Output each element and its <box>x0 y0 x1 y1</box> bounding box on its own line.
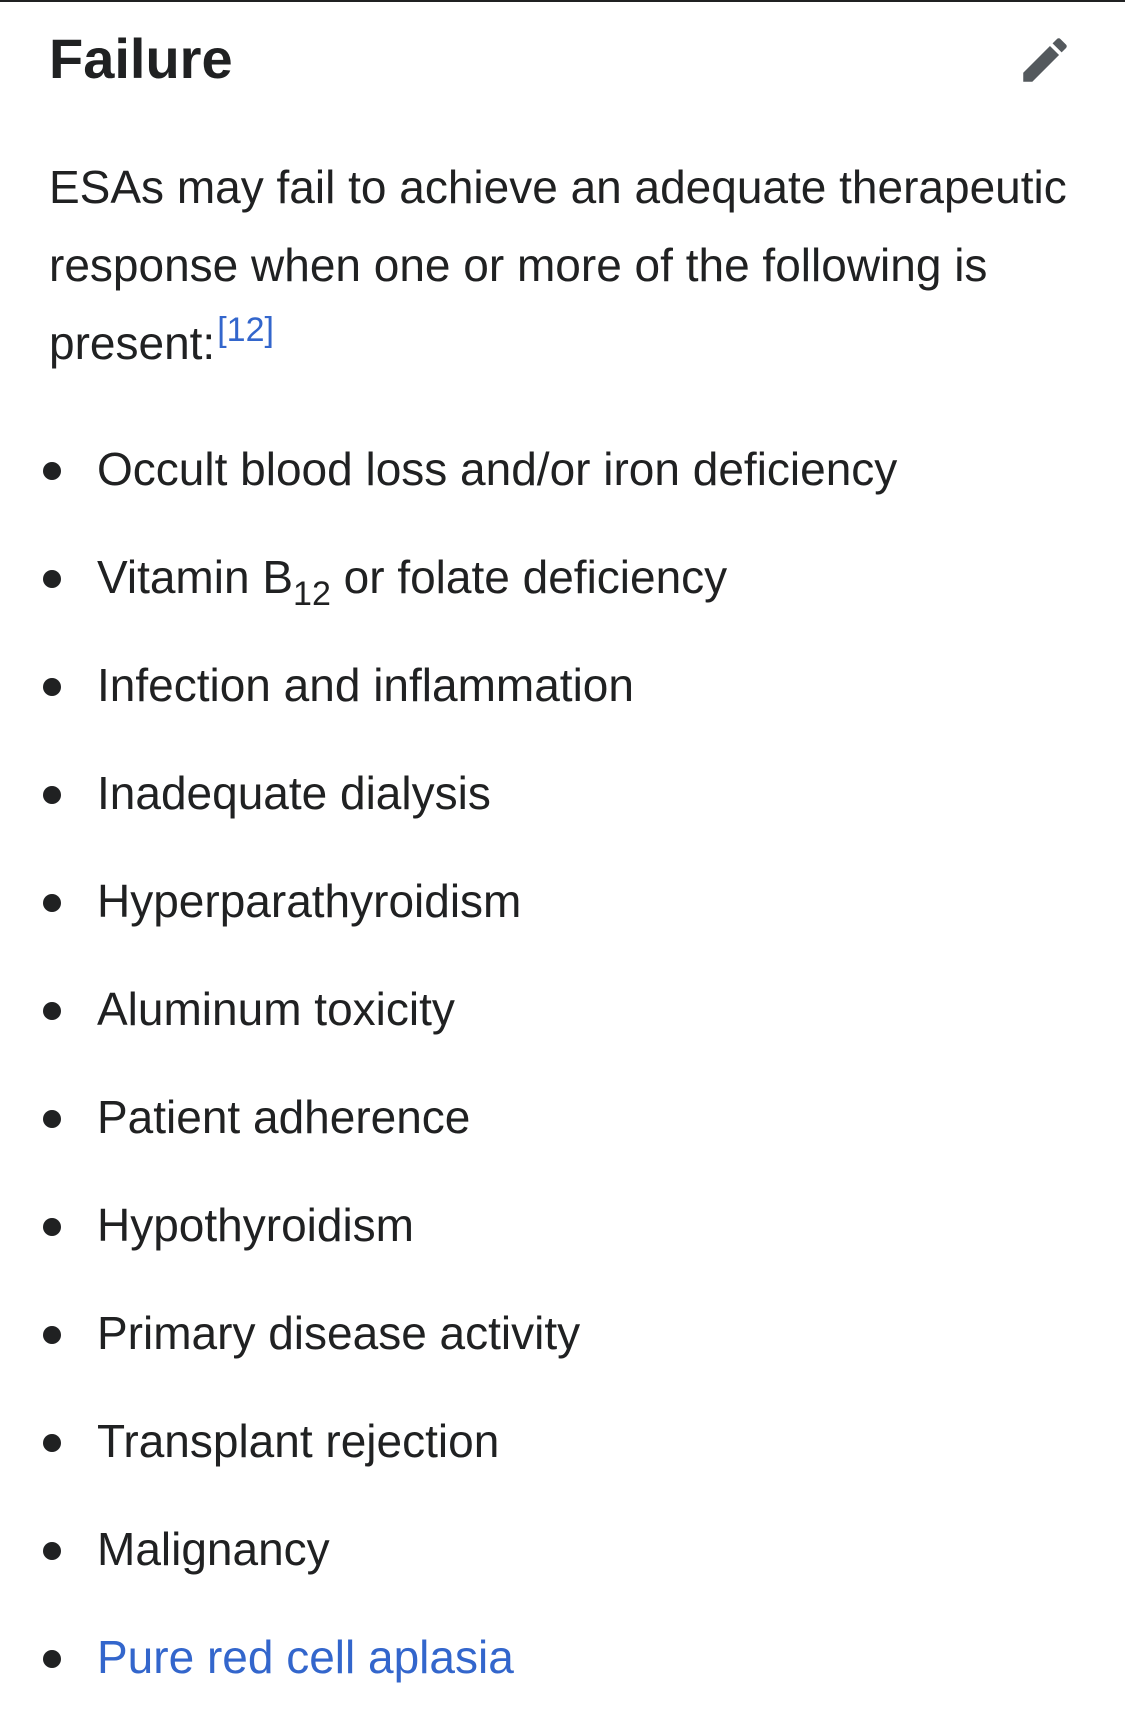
list-item-text: Malignancy <box>97 1523 330 1575</box>
bullet-icon <box>43 1650 61 1668</box>
section-header <box>49 24 1079 94</box>
bullet-icon <box>43 570 61 588</box>
bullet-icon <box>43 1218 61 1236</box>
list-item <box>0 415 1125 523</box>
list-item <box>0 523 1125 631</box>
edit-section-button[interactable] <box>1015 30 1075 90</box>
bullet-icon <box>43 1542 61 1560</box>
pure-red-cell-aplasia-link[interactable]: Pure red cell aplasia <box>97 1631 514 1683</box>
list-item <box>0 739 1125 847</box>
vitamin-suffix: or folate deficiency <box>330 551 728 603</box>
bullet-icon <box>43 1434 61 1452</box>
list-item <box>0 1279 1125 1387</box>
list-item-text <box>97 551 728 613</box>
intro-paragraph <box>49 148 1089 382</box>
bullet-icon <box>43 894 61 912</box>
list-item <box>0 1495 1125 1603</box>
vitamin-subscript: 12 <box>293 575 331 613</box>
pencil-icon <box>1016 31 1074 89</box>
list-item-text: Infection and inflammation <box>97 659 634 711</box>
list-item-text: Aluminum toxicity <box>97 983 455 1035</box>
list-item-text: Transplant rejection <box>97 1415 500 1467</box>
bullet-icon <box>43 678 61 696</box>
list-item-text: Primary disease activity <box>97 1307 581 1359</box>
list-item <box>0 847 1125 955</box>
vitamin-prefix: Vitamin B <box>97 551 294 603</box>
list-item-text: Inadequate dialysis <box>97 767 491 819</box>
list-item <box>0 1387 1125 1495</box>
failure-causes-list <box>0 415 1125 1711</box>
list-item-text: Patient adherence <box>97 1091 471 1143</box>
list-item <box>0 1171 1125 1279</box>
list-item-text: Hyperparathyroidism <box>97 875 522 927</box>
bullet-icon <box>43 786 61 804</box>
list-item <box>0 1603 1125 1711</box>
list-item <box>0 1063 1125 1171</box>
list-item-text: Hypothyroidism <box>97 1199 414 1251</box>
bullet-icon <box>43 462 61 480</box>
bullet-icon <box>43 1110 61 1128</box>
list-item <box>0 631 1125 739</box>
top-divider <box>0 0 1125 2</box>
intro-text: ESAs may fail to achieve an adequate therapeutic response when one or more of the following is present: <box>49 161 1067 369</box>
section-title: Failure <box>49 27 233 90</box>
list-item-text: Occult blood loss and/or iron deficiency <box>97 443 898 495</box>
bullet-icon <box>43 1002 61 1020</box>
list-item <box>0 955 1125 1063</box>
citation-link[interactable]: [12] <box>217 311 274 349</box>
bullet-icon <box>43 1326 61 1344</box>
